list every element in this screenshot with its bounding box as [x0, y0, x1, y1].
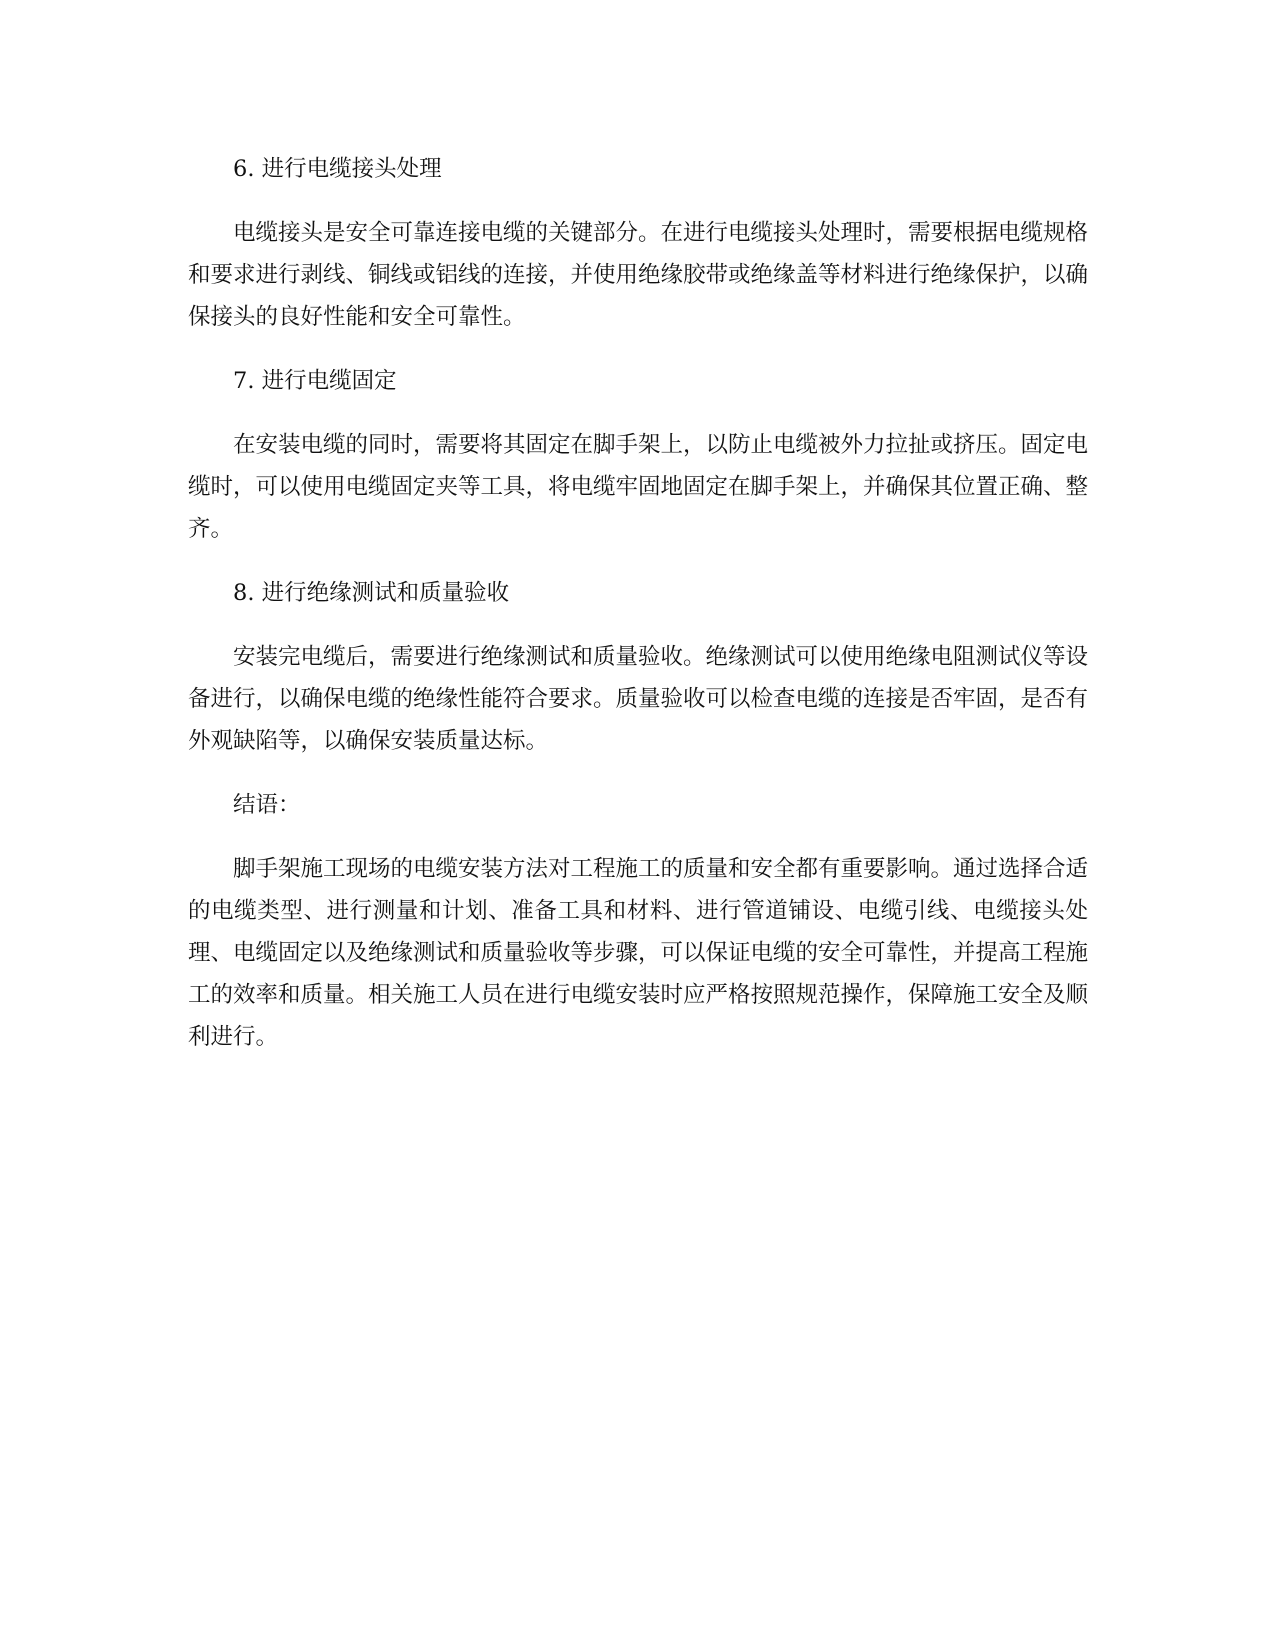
conclusion-heading: 结语：: [233, 792, 301, 818]
section-7-heading: 7. 进行电缆固定: [233, 368, 397, 394]
section-6-paragraph: 电缆接头是安全可靠连接电缆的关键部分。在进行电缆接头处理时，需要根据电缆规格和要求进行剥线、铜线或铝线的连接，并使用绝缘胶带或绝缘盖等材料进行绝缘保护，以确保接头的良好性能和安全可靠性。: [188, 220, 1089, 330]
section-7-paragraph: 在安装电缆的同时，需要将其固定在脚手架上，以防止电缆被外力拉扯或挤压。固定电缆时，可以使用电缆固定夹等工具，将电缆牢固地固定在脚手架上，并确保其位置正确、整齐。: [188, 432, 1089, 542]
section-6-heading: 6. 进行电缆接头处理: [233, 156, 442, 182]
document-body: [188, 148, 1088, 1080]
section-8-heading: 8. 进行绝缘测试和质量验收: [233, 580, 510, 606]
conclusion-paragraph: 脚手架施工现场的电缆安装方法对工程施工的质量和安全都有重要影响。通过选择合适的电缆类型、进行测量和计划、准备工具和材料、进行管道铺设、电缆引线、电缆接头处理、电缆固定以及绝缘测试和质量验收等步骤，可以保证电缆的安全可靠性，并提高工程施工的效率和质量。相关施工人员在进行电缆安装时应严格按照规范操作，保障施工安全及顺利进行。: [188, 856, 1089, 1050]
section-8-paragraph: 安装完电缆后，需要进行绝缘测试和质量验收。绝缘测试可以使用绝缘电阻测试仪等设备进行，以确保电缆的绝缘性能符合要求。质量验收可以检查电缆的连接是否牢固，是否有外观缺陷等，以确保安装质量达标。: [188, 644, 1089, 754]
